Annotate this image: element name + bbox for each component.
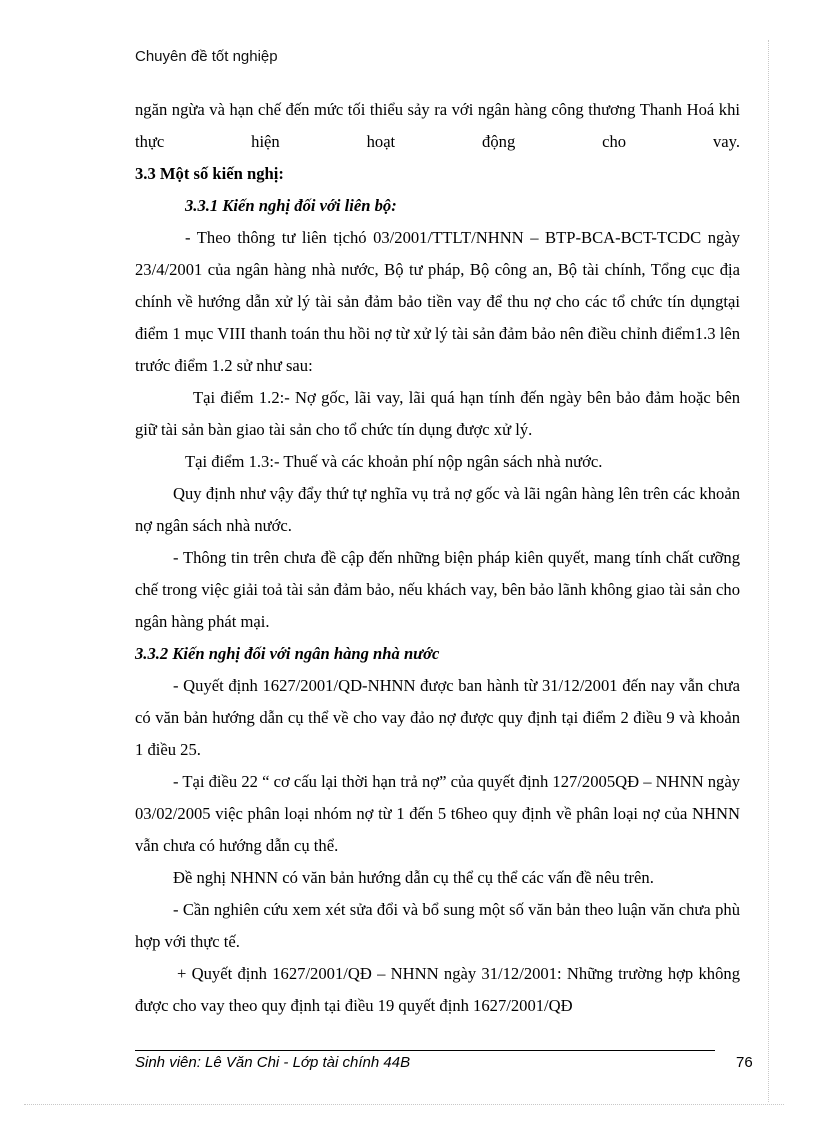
footer-rule bbox=[135, 1050, 715, 1051]
paragraph-continuation: ngăn ngừa và hạn chế đến mức tối thiểu sảy ra với ngân hàng công thương Thanh Hoá khi thực hiện hoạt động cho vay. bbox=[135, 100, 740, 151]
paragraph-regulation: Quy định như vậy đẩy thứ tự nghĩa vụ trả nợ gốc và lãi ngân hàng lên trên các khoản nợ ngân sách nhà nước. bbox=[135, 484, 740, 535]
page-border-right bbox=[768, 40, 769, 1102]
subsection-heading-3-3-2: 3.3.2 Kiến nghị đối với ngân hàng nhà nước bbox=[135, 644, 440, 663]
paragraph-research: - Cần nghiên cứu xem xét sửa đổi và bổ sung một số văn bản theo luận văn chưa phù hợp với thực tế. bbox=[135, 900, 740, 951]
subsection-heading-3-3-1: 3.3.1 Kiến nghị đối với liên bộ: bbox=[185, 196, 397, 215]
page-border-bottom bbox=[24, 1104, 784, 1105]
document-body bbox=[135, 94, 740, 1022]
page-header: Chuyên đề tốt nghiệp bbox=[135, 48, 278, 65]
paragraph-point-1-2: Tại điểm 1.2:- Nợ gốc, lãi vay, lãi quá hạn tính đến ngày bên bảo đảm hoặc bên giữ tài sản bàn giao tài sản cho tổ chức tín dụng được xử lý. bbox=[135, 388, 740, 439]
paragraph-request: Đề nghị NHNN có văn bản hướng dẫn cụ thể cụ thể các vấn đề nêu trên. bbox=[173, 868, 654, 887]
footer-student-info: Sinh viên: Lê Văn Chi - Lớp tài chính 44B bbox=[135, 1054, 411, 1071]
paragraph-circular: - Theo thông tư liên tịchó 03/2001/TTLT/NHNN – BTP-BCA-BCT-TCDC ngày 23/4/2001 của ngân hàng nhà nước, Bộ tư pháp, Bộ công an, Bộ tài chính, Tổng cục địa chính về hướng dẫn xử lý tài sản đảm bảo tiền vay để thu nợ cho các tổ chức tín dụngtại điểm 1 mục VIII thanh toán thu hồi nợ từ xử lý tài sản đảm bảo nên điều chỉnh điểm1.3 lên trước điểm 1.2 sử như sau: bbox=[135, 228, 740, 375]
page-number: 76 bbox=[736, 1054, 753, 1071]
section-heading-3-3: 3.3 Một số kiến nghị: bbox=[135, 164, 284, 183]
paragraph-decision-1627: - Quyết định 1627/2001/QD-NHNN được ban hành từ 31/12/2001 đến nay vẫn chưa có văn bản hướng dẫn cụ thể về cho vay đảo nợ được quy định tại điểm 2 điều 9 và khoản 1 điều 25. bbox=[135, 676, 740, 759]
paragraph-decision-detail: + Quyết định 1627/2001/QĐ – NHNN ngày 31/12/2001: Những trường hợp không được cho vay theo quy định tại điều 19 quyết định 1627/2001/QĐ bbox=[135, 964, 740, 1015]
paragraph-enforcement: - Thông tin trên chưa đề cập đến những biện pháp kiên quyết, mang tính chất cưỡng chế trong việc giải toả tài sản đảm bảo, nếu khách vay, bên bảo lãnh không giao tài sản cho ngân hàng phát mại. bbox=[135, 548, 740, 631]
paragraph-article-22: - Tại điều 22 “ cơ cấu lại thời hạn trả nợ” của quyết định 127/2005QĐ – NHNN ngày 03/02/2005 việc phân loại nhóm nợ từ 1 đến 5 t6heo quy định về phân loại nợ của NHNN vẫn chưa có hướng dẫn cụ thể. bbox=[135, 772, 741, 855]
paragraph-point-1-3: Tại điểm 1.3:- Thuế và các khoản phí nộp ngân sách nhà nước. bbox=[185, 452, 603, 471]
